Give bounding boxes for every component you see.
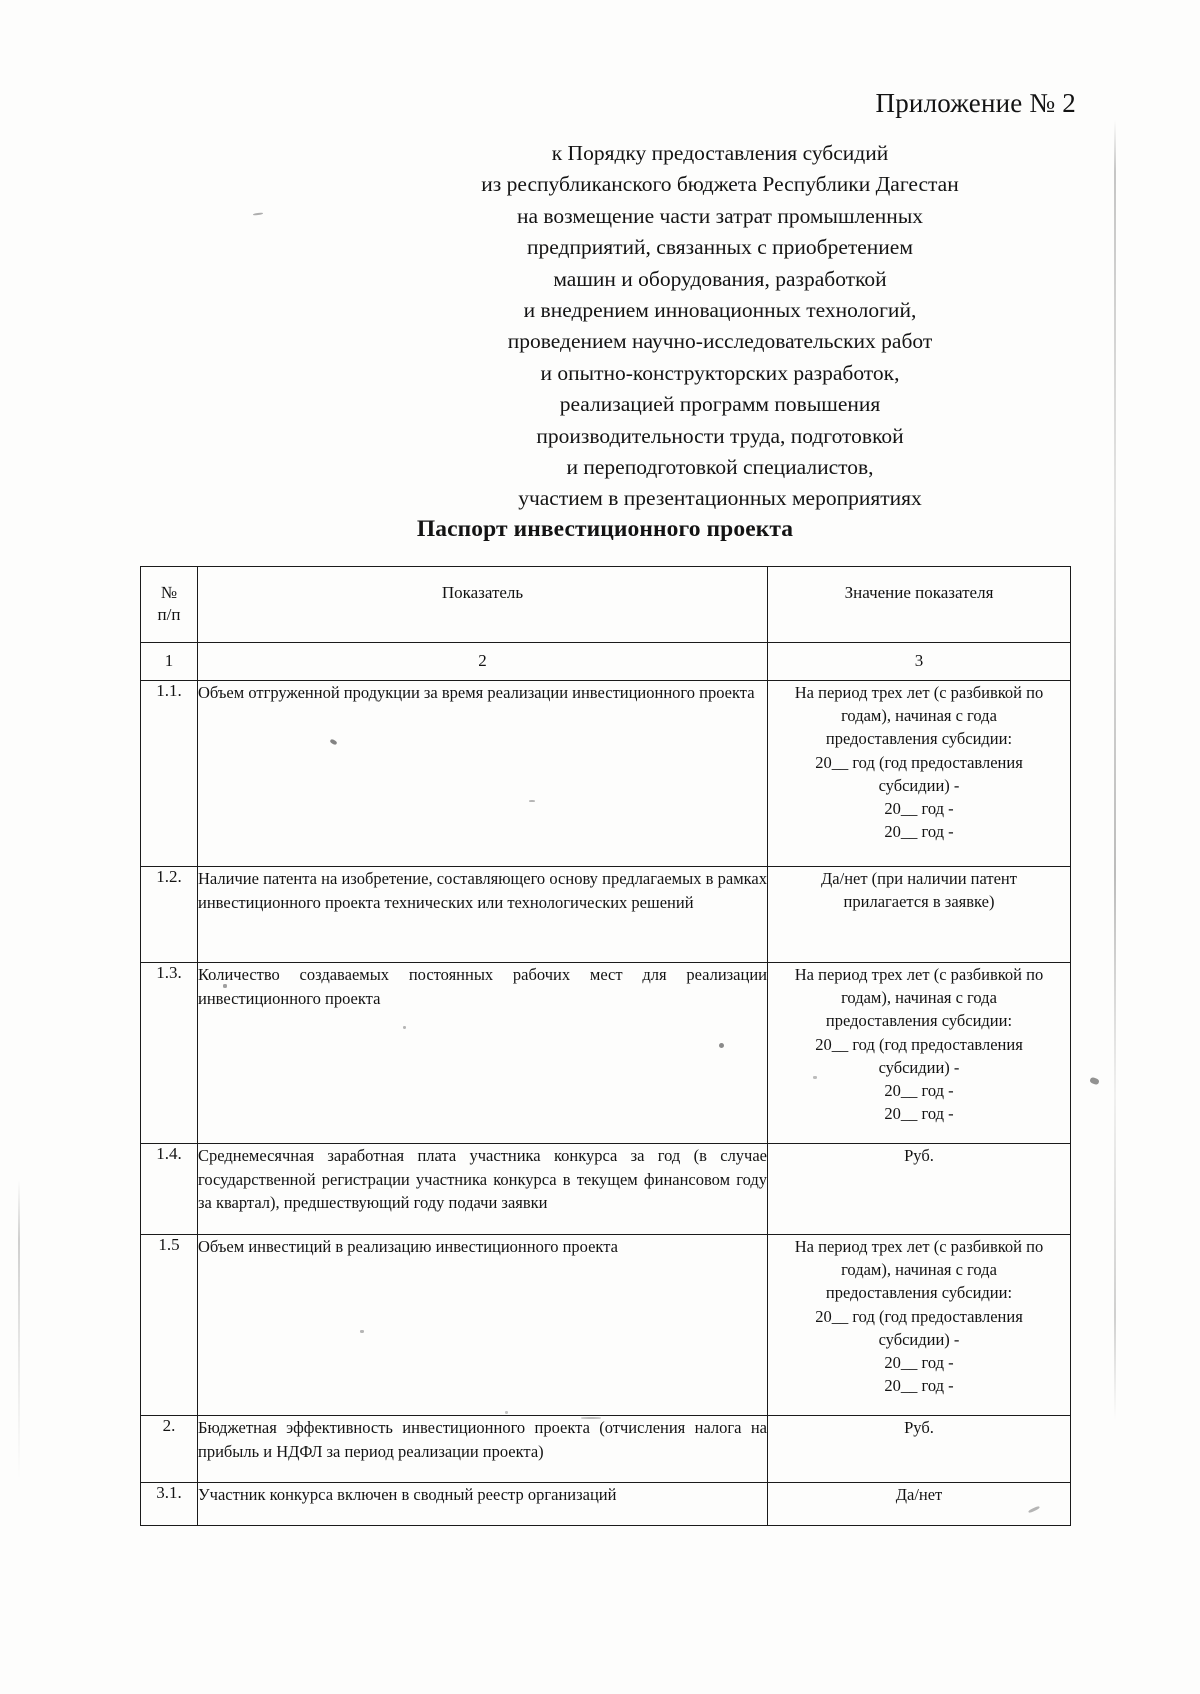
investment-project-passport-table [140,566,1071,1526]
table-row [141,963,1071,1144]
preamble-line: реализацией программ повышения [559,392,881,417]
value-line: предоставления субсидии: [825,1283,1013,1303]
value-line: Руб. [904,1146,934,1165]
value-line: 20__ год - [884,799,954,819]
scan-edge-artifact-left [18,1180,20,1480]
row-number: 1.4. [141,1144,198,1235]
value-line: Да/нет [895,1485,943,1504]
value-line: На период трех лет (с разбивкой по [794,683,1044,702]
row-indicator: Объем отгруженной продукции за время реализации инвестиционного проекта [198,681,768,867]
value-line: годам), начиная с года [841,988,997,1008]
value-line: 20__ год - [884,1081,954,1101]
value-line: На период трех лет (с разбивкой по [794,965,1044,984]
column-number-1: 1 [141,643,198,681]
preamble-line: и переподготовкой специалистов, [566,455,874,480]
value-line: Да/нет (при наличии патент [821,869,1017,888]
value-line: Руб. [904,1418,934,1437]
preamble-line: производительности труда, подготовкой [536,423,904,448]
preamble-line: на возмещение части затрат промышленных [516,203,924,228]
column-number-2: 2 [198,643,768,681]
row-value [768,681,1071,867]
row-indicator: Наличие патента на изобретение, составляющего основу предлагаемых в рамках инвестиционного проекта технических или технологических решений [198,867,768,963]
table-row [141,1483,1071,1526]
table-row [141,1416,1071,1483]
table-row [141,681,1071,867]
appendix-label: Приложение № 2 [875,88,1076,118]
preamble-block [420,138,1020,515]
value-line: На период трех лет (с разбивкой по [794,1237,1044,1256]
header-number-line2: п/п [157,605,181,624]
preamble-line: машин и оборудования, разработкой [553,266,887,291]
value-line: субсидии) - [878,1057,960,1077]
column-number-3: 3 [768,643,1071,681]
row-value [768,867,1071,963]
row-value [768,1144,1071,1235]
preamble-line: участием в презентационных мероприятиях [518,486,922,511]
header-cell-number [141,567,198,643]
value-line: 20__ год (год предоставления [815,1034,1023,1054]
scan-edge-artifact-right [1114,120,1116,1420]
preamble-line: к Порядку предоставления субсидий [551,141,889,165]
page-title: Паспорт инвестиционного проекта [416,516,794,542]
value-line: предоставления субсидии: [825,1011,1013,1031]
value-line: субсидии) - [878,775,960,795]
preamble-line: и опытно-конструкторских разработок, [540,360,900,385]
row-number: 1.1. [141,681,198,867]
row-indicator: Бюджетная эффективность инвестиционного проекта (отчисления налога на прибыль и НДФЛ за период реализации проекта) [198,1416,768,1483]
value-line: 20__ год (год предоставления [815,1306,1023,1326]
value-line: субсидии) - [878,1329,960,1349]
value-line: предоставления субсидии: [825,729,1013,749]
value-line: прилагается в заявке) [843,892,995,912]
row-number: 1.3. [141,963,198,1144]
row-indicator: Участник конкурса включен в сводный реестр организаций [198,1483,768,1526]
value-line: 20__ год - [884,822,954,842]
value-line: 20__ год - [884,1353,954,1373]
row-value [768,1235,1071,1416]
row-number: 3.1. [141,1483,198,1526]
header-number-line1: № [160,583,178,602]
row-value [768,963,1071,1144]
preamble-line: проведением научно-исследовательских работ [507,329,933,354]
value-line: годам), начиная с года [841,706,997,726]
scan-speck [1089,1077,1100,1086]
row-indicator: Среднемесячная заработная плата участника конкурса за год (в случае государственной регистрации участника конкурса в текущем финансовом году за квартал), предшествующий году подачи заявки [198,1144,768,1235]
table-row [141,867,1071,963]
table-row [141,1235,1071,1416]
value-line: 20__ год (год предоставления [815,752,1023,772]
row-number: 2. [141,1416,198,1483]
preamble-line: из республиканского бюджета Республики Дагестан [481,172,959,197]
row-number: 1.2. [141,867,198,963]
table-row [141,1144,1071,1235]
row-indicator: Объем инвестиций в реализацию инвестиционного проекта [198,1235,768,1416]
preamble-line: и внедрением инновационных технологий, [523,298,917,323]
value-line: 20__ год - [884,1376,954,1396]
value-line: 20__ год - [884,1104,954,1124]
header-cell-indicator: Показатель [198,567,768,643]
scan-speck [253,212,263,215]
row-indicator: Количество создаваемых постоянных рабочих мест для реализации инвестиционного проекта [198,963,768,1144]
row-value [768,1483,1071,1526]
table-column-number-row [141,643,1071,681]
preamble-line: предприятий, связанных с приобретением [527,235,913,260]
value-line: годам), начиная с года [841,1260,997,1280]
row-value [768,1416,1071,1483]
row-number: 1.5 [141,1235,198,1416]
header-cell-value: Значение показателя [768,567,1071,643]
table-header-row [141,567,1071,643]
